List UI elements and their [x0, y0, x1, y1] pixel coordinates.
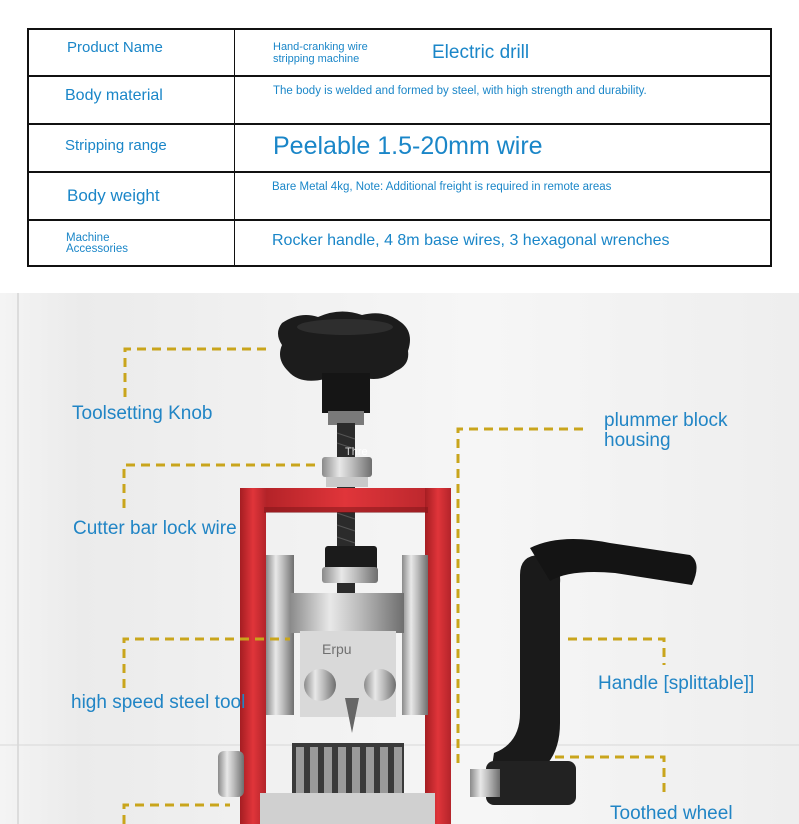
row-value [235, 30, 770, 75]
callout-handle: Handle [splittable]] [598, 673, 755, 694]
product-name: Electric drill [432, 42, 530, 63]
callout-lock-wire: Cutter bar lock wire [73, 518, 237, 539]
machine-illustration [0, 293, 799, 824]
crank-handle-icon [470, 539, 697, 805]
row-label: Body material [29, 77, 235, 123]
row-label: Stripping range [29, 125, 235, 171]
table-row [29, 173, 770, 221]
row-label: Product Name [29, 30, 235, 75]
callout-housing: plummer block housing [604, 410, 728, 451]
callout-knob: Toolsetting Knob [72, 403, 213, 424]
row-value: Bare Metal 4kg, Note: Additional freight is required in remote areas [272, 181, 612, 193]
table-row [29, 77, 770, 125]
row-value: Rocker handle, 4 8m base wires, 3 hexagonal wrenches [272, 232, 670, 249]
callout-wheel: Toothed wheel [610, 803, 733, 824]
row-label: Machine Accessories [29, 221, 235, 265]
row-value: Peelable 1.5-20mm wire [273, 132, 543, 160]
spec-table [27, 28, 772, 267]
product-photo [0, 293, 799, 824]
callout-tool: high speed steel tool [71, 692, 246, 713]
table-row [29, 125, 770, 173]
table-row [29, 221, 770, 265]
watermark-1: Thre [345, 446, 368, 458]
product-type: Hand-cranking wire stripping machine [273, 41, 368, 65]
table-row [29, 30, 770, 77]
watermark-2: Erpu [322, 641, 352, 657]
row-label: Body weight [29, 173, 235, 219]
knob-icon [278, 311, 410, 425]
row-value: The body is welded and formed by steel, with high strength and durability. [273, 85, 647, 97]
